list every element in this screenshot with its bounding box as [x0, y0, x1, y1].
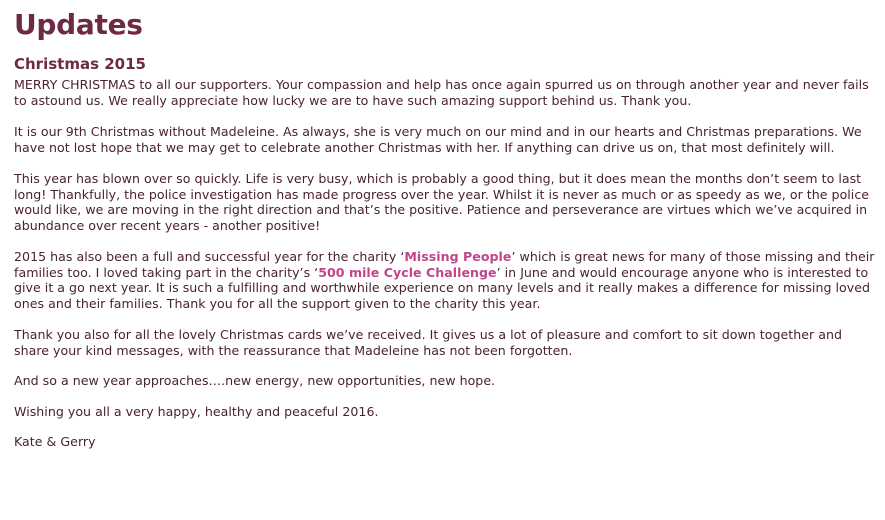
- signature: Kate & Gerry: [14, 434, 96, 449]
- paragraph-year-review: This year has blown over so quickly. Life is very busy, which is probably a good thing, but it does mean the months don’t seem to last long! Thankfully, the police investigation has made progress over the year. Whilst it is never as much or as speedy as we, or the police would like, we are moving in the right direction and that’s the positive. Patience and perseverance are virtues which we’ve acquired in abundance over recent years - another positive!: [14, 171, 870, 233]
- paragraph-ninth-christmas: It is our 9th Christmas without Madeleine. As always, she is very much on our mind and in our hearts and Christmas preparations. We have not lost hope that we may get to celebrate another Christmas with her. If anything can drive us on, that most definitely will.: [14, 124, 862, 155]
- cycle-challenge-link[interactable]: 500 mile Cycle Challenge: [318, 264, 497, 280]
- paragraph-new-year: And so a new year approaches….new energy, new opportunities, new hope.: [14, 373, 496, 388]
- paragraph-charity: [14, 249, 875, 311]
- charity-text-part2: ’ which is great news for many of those missing and their families too. I loved taking part in the charity’s ‘: [14, 249, 875, 280]
- charity-text-part1: 2015 has also been a full and successful year for the charity ‘: [14, 249, 405, 264]
- post-title: Christmas 2015: [14, 55, 146, 73]
- charity-text-part3: ’ in June and would encourage anyone who is interested to give it a go next year. It is such a fulfilling and worthwhile experience on many levels and it really makes a difference for missing loved ones and their families. Thank you for all the support given to the charity this year.: [14, 264, 870, 311]
- paragraph-wishes: Wishing you all a very happy, healthy and peaceful 2016.: [14, 403, 379, 419]
- paragraph-merry-christmas: MERRY CHRISTMAS to all our supporters. Your compassion and help has once again spurred us on through another year and never fails to astound us. We really appreciate how lucky we are to have such amazing support behind us. Thank you.: [14, 77, 869, 108]
- page-title: Updates: [14, 8, 143, 41]
- paragraph-christmas-cards: Thank you also for all the lovely Christmas cards we’ve received. It gives us a lot of pleasure and comfort to sit down together and share your kind messages, with the reassurance that Madeleine has not been forgotten.: [14, 327, 842, 358]
- missing-people-link[interactable]: Missing People: [404, 249, 512, 264]
